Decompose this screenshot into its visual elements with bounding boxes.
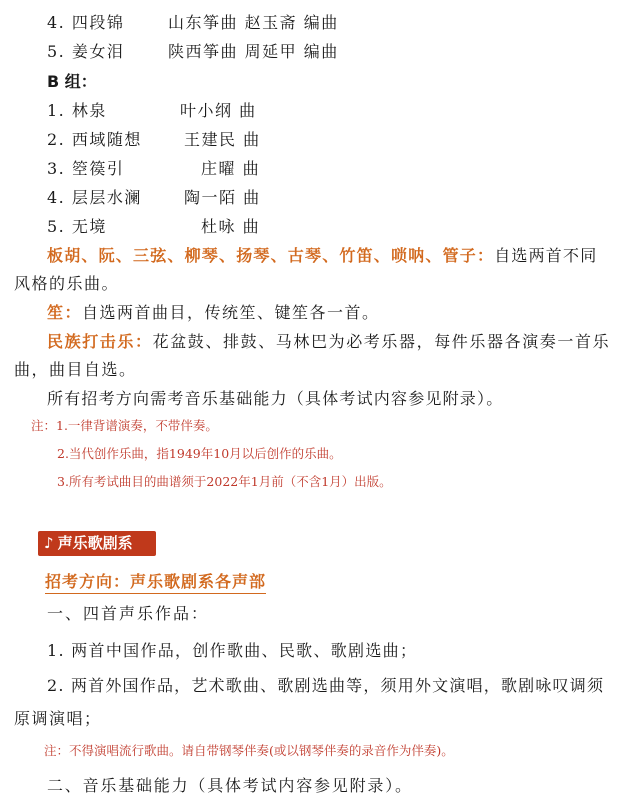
piece-author: 陶一陌: [184, 188, 237, 207]
instrument-list-label: 板胡、阮、三弦、柳琴、扬琴、古琴、竹笛、唢呐、管子：: [47, 246, 495, 265]
percussion-requirement: [47, 329, 610, 352]
list-item: [47, 214, 107, 237]
list-item: [47, 127, 142, 150]
piece-source: 山东筝曲: [168, 13, 239, 32]
list-item-credit: [201, 214, 260, 237]
strings-requirement: [47, 243, 597, 266]
piece-role: 曲: [243, 188, 261, 207]
list-item-credit: [168, 39, 339, 62]
item-number: 4.: [47, 13, 66, 32]
list-item-credit: [168, 10, 339, 33]
piece-author: 庄曜: [201, 159, 237, 178]
list-item: [47, 156, 124, 179]
recruitment-direction: 招考方向：声乐歌剧系各声部: [45, 569, 266, 594]
item-number: 5.: [47, 217, 66, 236]
section-item-1-1: 1. 两首中国作品，创作歌曲、民歌、歌剧选曲；: [47, 641, 418, 660]
list-item-credit: [184, 127, 261, 150]
piece-title: 西域随想: [71, 130, 142, 149]
piece-title: 层层水澜: [71, 188, 142, 207]
note-line: 3.所有考试曲目的曲谱须于2022年1月前（不含1月）出版。: [57, 474, 392, 489]
item-number: 2.: [47, 130, 66, 149]
list-item: [47, 185, 142, 208]
piece-role: 曲: [243, 130, 261, 149]
piece-role: 曲: [239, 101, 257, 120]
piece-author: 叶小纲: [180, 101, 233, 120]
piece-title: 无境: [71, 217, 107, 236]
piece-author: 王建民: [184, 130, 237, 149]
piece-author: 赵玉斋: [244, 13, 298, 32]
item-number: 5.: [47, 42, 66, 61]
list-item-credit: [180, 98, 257, 121]
list-item: [47, 98, 107, 121]
instrument-label: 笙：: [47, 303, 83, 322]
section-item-2: 二、音乐基础能力（具体考试内容参见附录）。: [47, 776, 413, 795]
piece-role: 编曲: [303, 13, 339, 32]
strings-requirement-cont: 风格的乐曲。: [14, 274, 120, 293]
piece-title: 四段锦: [71, 13, 125, 32]
section-item-1-2-cont: 原调演唱；: [14, 709, 102, 728]
section-item-1-2: 2. 两首外国作品，艺术歌曲、歌剧选曲等，须用外文演唱，歌剧咏叹调须: [47, 676, 605, 695]
piece-role: 曲: [242, 159, 261, 178]
piece-role: 编曲: [303, 42, 339, 61]
requirement-text: 自选两首不同: [494, 246, 598, 265]
percussion-requirement-cont: 曲，曲目自选。: [14, 360, 137, 379]
section-tag: [38, 531, 156, 556]
note-line: 2.当代创作乐曲，指1949年10月以后创作的乐曲。: [57, 446, 342, 461]
piece-title: 姜女泪: [71, 42, 125, 61]
section-item-1: 一、四首声乐作品：: [47, 604, 210, 623]
piece-title: 箜篌引: [71, 159, 125, 178]
list-item-credit: [184, 185, 261, 208]
list-item: [47, 39, 124, 62]
item-number: 1.: [47, 101, 66, 120]
piece-source: 陕西筝曲: [168, 42, 239, 61]
section-title: 声乐歌剧系: [57, 534, 133, 552]
note-line: 注：1.一律背谱演奏，不带伴奏。: [31, 418, 218, 433]
requirement-text: 自选两首曲目，传统笙、键笙各一首。: [82, 303, 380, 322]
requirement-text: 花盆鼓、排鼓、马林巴为必考乐器，每件乐器各演奏一首乐: [152, 332, 611, 351]
item-number: 4.: [47, 188, 66, 207]
list-item: [47, 10, 124, 33]
group-b-label: B 组：: [47, 72, 97, 91]
piece-title: 林泉: [71, 101, 107, 120]
section-note: 注：不得演唱流行歌曲。请自带钢琴伴奏(或以钢琴伴奏的录音作为伴奏)。: [44, 743, 454, 758]
item-number: 3.: [47, 159, 66, 178]
music-note-icon: ♪: [44, 534, 54, 552]
instrument-label: 民族打击乐：: [47, 332, 153, 351]
piece-author: 周延甲: [244, 42, 298, 61]
sheng-requirement: [47, 300, 380, 323]
piece-author: 杜咏: [201, 217, 237, 236]
basic-ability-text: 所有招考方向需考音乐基础能力（具体考试内容参见附录）。: [47, 389, 504, 408]
list-item-credit: [201, 156, 260, 179]
piece-role: 曲: [242, 217, 261, 236]
